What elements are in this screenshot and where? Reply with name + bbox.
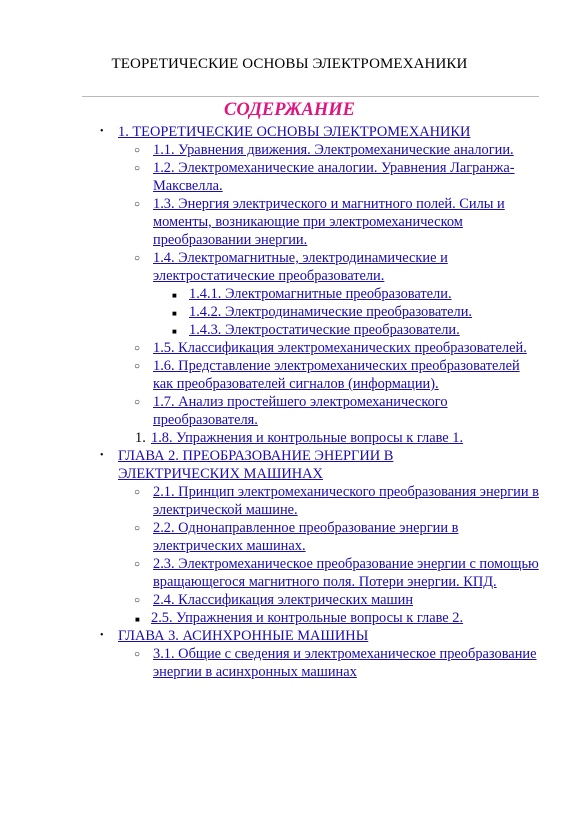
- toc-link[interactable]: 1.4.2. Электродинамические преобразователи.: [189, 304, 473, 320]
- circle-bullet-icon: ○: [134, 199, 141, 210]
- toc-item: [0, 159, 539, 195]
- toc-link[interactable]: 2.1. Принцип электромеханического преобразования энергии в электрической машине.: [153, 484, 539, 518]
- toc-link[interactable]: 2.4. Классификация электрических машин: [153, 592, 414, 608]
- toc-item: [0, 249, 539, 285]
- table-of-contents: [0, 123, 579, 681]
- disc-bullet-icon: •: [100, 126, 104, 137]
- toc-item: [0, 303, 529, 321]
- circle-bullet-icon: ○: [134, 145, 141, 156]
- square-bullet-icon: ■: [172, 309, 177, 318]
- toc-heading: СОДЕРЖАНИЕ: [224, 100, 355, 120]
- toc-link[interactable]: 1.6. Представление электромеханических преобразователей как преобразователей сигналов (информации).: [153, 358, 520, 392]
- toc-item: [0, 609, 539, 627]
- square-bullet-icon: ■: [135, 615, 140, 624]
- toc-link[interactable]: 1.4. Электромагнитные, электродинамические и электростатические преобразователи.: [153, 250, 448, 284]
- square-bullet-icon: ■: [172, 291, 177, 300]
- toc-item: [0, 123, 518, 141]
- toc-item: [0, 645, 539, 681]
- list-number: 1.: [135, 430, 146, 446]
- toc-link[interactable]: ГЛАВА 2. ПРЕОБРАЗОВАНИЕ ЭНЕРГИИ В ЭЛЕКТРИЧЕСКИХ МАШИНАХ: [118, 448, 394, 482]
- toc-item: [0, 627, 518, 645]
- toc-link[interactable]: 1.4.3. Электростатические преобразователи.: [189, 322, 460, 338]
- toc-item: [0, 321, 529, 339]
- circle-bullet-icon: ○: [134, 649, 141, 660]
- circle-bullet-icon: ○: [134, 487, 141, 498]
- toc-item: [0, 339, 539, 357]
- toc-item: [0, 483, 539, 519]
- toc-item: [0, 591, 539, 609]
- toc-link[interactable]: 3.1. Общие с сведения и электромеханическое преобразование энергии в асинхронных машинах: [153, 646, 537, 680]
- circle-bullet-icon: ○: [134, 397, 141, 408]
- toc-item: [0, 393, 539, 429]
- toc-link[interactable]: ГЛАВА 3. АСИНХРОННЫЕ МАШИНЫ: [118, 628, 369, 644]
- toc-link[interactable]: 2.5. Упражнения и контрольные вопросы к главе 2.: [151, 610, 464, 626]
- toc-link[interactable]: 1.8. Упражнения и контрольные вопросы к главе 1.: [151, 430, 464, 446]
- toc-item: [0, 285, 529, 303]
- toc-item: [0, 519, 539, 555]
- circle-bullet-icon: ○: [134, 523, 141, 534]
- toc-link[interactable]: 1.7. Анализ простейшего электромеханического преобразователя.: [153, 394, 448, 428]
- toc-item: [0, 447, 518, 483]
- toc-link[interactable]: 1. ТЕОРЕТИЧЕСКИЕ ОСНОВЫ ЭЛЕКТРОМЕХАНИКИ: [118, 124, 471, 140]
- circle-bullet-icon: ○: [134, 559, 141, 570]
- circle-bullet-icon: ○: [134, 361, 141, 372]
- toc-link[interactable]: 1.3. Энергия электрического и магнитного полей. Силы и моменты, возникающие при электромеханическом преобразовании энергии.: [153, 196, 505, 248]
- toc-link[interactable]: 1.5. Классификация электромеханических преобразователей.: [153, 340, 527, 356]
- disc-bullet-icon: •: [100, 630, 104, 641]
- toc-link[interactable]: 1.2. Электромеханические аналогии. Уравнения Лагранжа- Максвелла.: [153, 160, 515, 194]
- toc-item: [0, 141, 539, 159]
- header-divider: [82, 96, 539, 97]
- toc-link[interactable]: 1.1. Уравнения движения. Электромеханические аналогии.: [153, 142, 514, 158]
- toc-item: [0, 555, 539, 591]
- circle-bullet-icon: ○: [134, 253, 141, 264]
- square-bullet-icon: ■: [172, 327, 177, 336]
- toc-item: [0, 429, 539, 447]
- circle-bullet-icon: ○: [134, 163, 141, 174]
- page-header-title: ТЕОРЕТИЧЕСКИЕ ОСНОВЫ ЭЛЕКТРОМЕХАНИКИ: [111, 56, 468, 72]
- toc-item: [0, 357, 539, 393]
- toc-link[interactable]: 2.3. Электромеханическое преобразование энергии с помощью вращающегося магнитного поля. Потери энергии. КПД.: [153, 556, 539, 590]
- toc-link[interactable]: 1.4.1. Электромагнитные преобразователи.: [189, 286, 452, 302]
- disc-bullet-icon: •: [100, 450, 104, 461]
- toc-link[interactable]: 2.2. Однонаправленное преобразование энергии в электрических машинах.: [153, 520, 459, 554]
- circle-bullet-icon: ○: [134, 343, 141, 354]
- toc-item: [0, 195, 539, 249]
- circle-bullet-icon: ○: [134, 595, 141, 606]
